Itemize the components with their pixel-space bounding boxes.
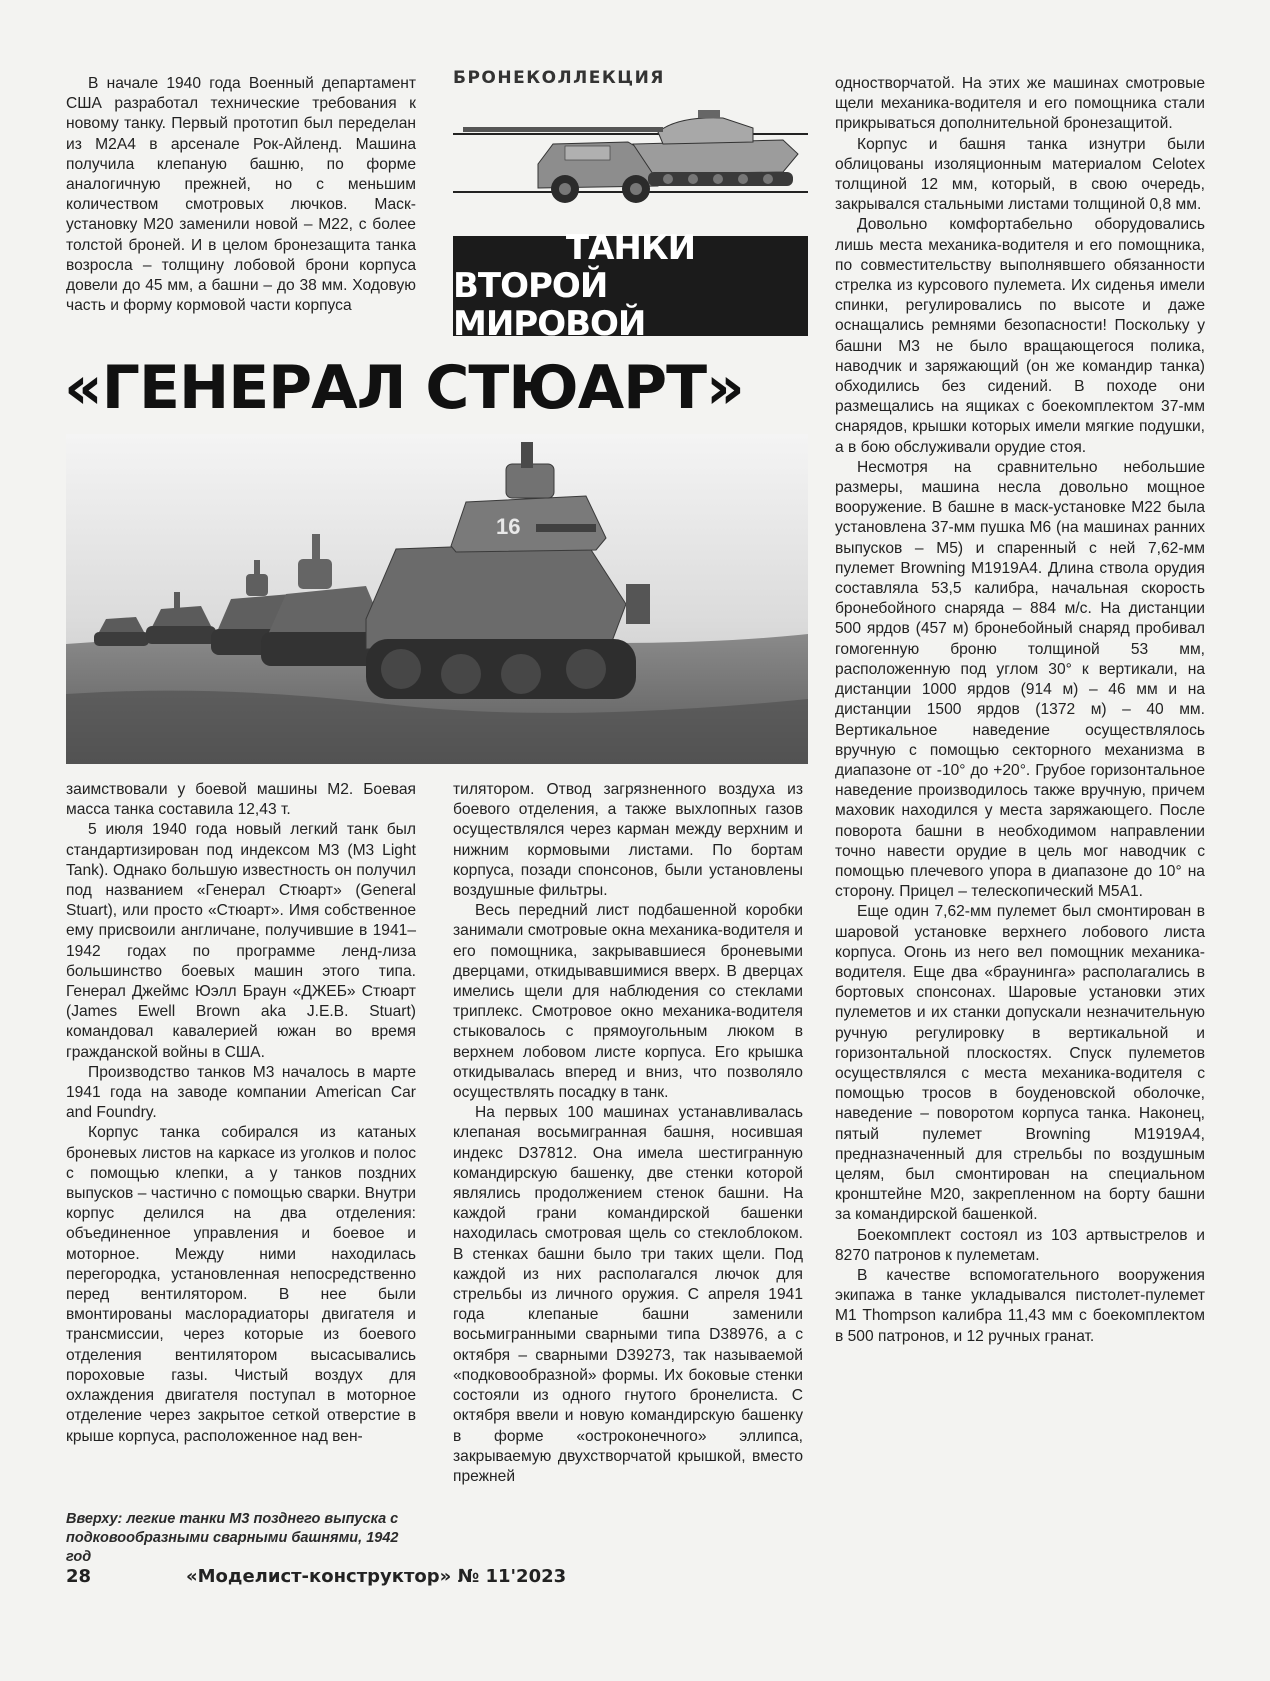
- paragraph: В качестве вспомогательного вооружения экипажа в танке укладывался пистолет-пулемет M1 Thompson калибра 11,43 мм с боекомплектом в 500 патронов, и 12 ручных гранат.: [835, 1266, 1205, 1345]
- series-title-line-1: ТАНКИ: [565, 228, 696, 268]
- series-title-box: [453, 228, 808, 344]
- paragraph: одностворчатой. На этих же машинах смотровые щели механика-водителя и его помощника стали прикрываться дополнительной бронезащитой.: [835, 75, 1205, 133]
- paragraph: Довольно комфортабельно оборудовались лишь места механика-водителя и его помощника, по совместительству выполнявшего обязанности стрелка из курсового пулемета. Их сиденья имели спинки, регулировались по высоте и даже оснащались ремнями безопасности! Поскольку у башни М3 не было вращающегося полика, наводчик и заряжающий (он же командир танка) обходились без сидений. В походе они размещались на ящиках с боекомплектом 37-мм снарядов, крышки которых имели мягкие подушки, а в бою обслуживали орудие стоя.: [835, 216, 1205, 456]
- paragraph: Корпус и башня танка изнутри были облицованы изоляционным материалом Celotex толщиной 12 мм, который, в свою очередь, закрывался стальными листами толщиной 0,8 мм.: [835, 135, 1205, 214]
- series-title-line-2: ВТОРОЙ МИРОВОЙ: [453, 266, 646, 344]
- tanks-column-photo: [66, 434, 808, 764]
- paragraph: Корпус танка собирался из катаных броневых листов на каркасе из уголков и полос с помощью клепки, а у танков поздних выпусков – частично с помощью сварки. Внутри корпус делился на два отделения: объединенное управления и боевое и моторное. Между ними находилась перегородка, установленная непосредственно перед вентилятором. В нее были вмонтированы маслорадиаторы двигателя и трансмиссии, через которые из боевого отделения вентилятором высасывались пороховые газы. Чистый воздух для охлаждения двигателя поступал в моторное отделение через закрытое сеткой отверстие в крыше корпуса, расположенное над вен-: [66, 1124, 416, 1445]
- column-3: [835, 74, 1205, 1347]
- turret-number: 16: [496, 514, 521, 539]
- article-headline: «ГЕНЕРАЛ СТЮАРТ»: [64, 353, 744, 423]
- page-number: 28: [66, 1566, 92, 1587]
- paragraph: Боекомплект состоял из 103 артвыстрелов и 8270 патронов к пулеметам.: [835, 1226, 1205, 1264]
- photo-caption: Вверху: легкие танки М3 позднего выпуска с подковообразными сварными башнями, 1942 год: [66, 1511, 399, 1565]
- paragraph: В начале 1940 года Военный департамент США разработал технические требования к новому танку. Первый прототип был переделан из М2А4 в арсенале Рок-Айленд. Машина получила клепаную башню, по форме аналогичную прежней, но с меньшим количеством смотровых лючков. Маск-установку М20 заменили новой – М22, с более толстой броней. И в целом бронезащита танка возросла – толщину лобовой брони корпуса довели до 45 мм, а башни – до 38 мм. Ходовую часть и форму кормовой части корпуса: [66, 75, 416, 315]
- paragraph: 5 июля 1940 года новый легкий танк был стандартизирован под индексом М3 (М3 Light Tank). Однако большую известность он получил под названием «Генерал Стюарт» (General Stuart), или просто «Стюарт». Имя собственное ему присвоили англичане, получившие в 1941–1942 годах по программе ленд-лиза большинство боевых машин этого типа. Генерал Джеймс Юэлл Браун «ДЖЕБ» Стюарт (James Ewell Brown aka J.E.B. Stuart) командовал кавалерией южан во время гражданской войны в США.: [66, 821, 416, 1061]
- paragraph: Несмотря на сравнительно небольшие размеры, машина несла довольно мощное вооружение. В башне в маск-установке М22 была установлена 37-мм пушка М6 (на машинах ранних выпусков – М5) и спаренный с ней 7,62-мм пулемет Browning М1919А4. Длина ствола орудия составляла 53,5 калибра, начальная скорость бронебойного снаряда – 884 м/с. На дистанции 500 ярдов (457 м) бронебойный снаряд пробивал гомогенную броню толщиной 53 мм, расположенную под углом 30° к вертикали, на дистанции 1000 ярдов (914 м) – 46 мм и на дистанции 1500 ярдов (1372 м) – 40 мм. Вертикальное наведение осуществлялось вручную с помощью секторного механизма в диапазоне от -10° до +20°. Грубое горизонтальное наведение производилось также вручную, причем маховик находился у места заряжающего. После поворота башни в необходимом направлении точно навести орудие в цель мог наводчик с помощью плечевого упора в диапазоне до 10° на сторону. Прицел – телескопический М5А1.: [835, 458, 1205, 901]
- paragraph: заимствовали у боевой машины М2. Боевая масса танка составила 12,43 т.: [66, 781, 416, 819]
- paragraph: На первых 100 машинах устанавливалась клепаная восьмигранная башня, носившая индекс D37812. Она имела шестигранную командирскую башенку, две стенки которой являлись продолжением стенок башни. На каждой грани командирской башенки находилась смотровая щель со стеклоблоком. В стенках башни было три таких щели. Под каждой из них располагался лючок для стрельбы из личного оружия. С апреля 1941 года клепаные башни заменили восьмигранными сварными типа D38976, а с октября – сварными D39273, так называемой «подковообразной» формы. Их боковые стенки состояли из одного гнутого бронелиста. С октября ввели и новую командирскую башенку в форме «остроконечного» эллипса, закрываемую двухстворчатой крышкой, вместо прежней: [453, 1104, 803, 1485]
- paragraph: Еще один 7,62-мм пулемет был смонтирован в шаровой установке верхнего лобового листа корпуса. Огонь из него вел помощник механика-водителя. Еще два «браунинга» располагались в бортовых спонсонах. Шаровые установки этих пулеметов и их станки допускали незначительную ручную регулировку в вертикальной и горизонтальной плоскостях. Спуск пулеметов осуществлялся с места механика-водителя с помощью тросов в боуденовской оболочке, наведение – поворотом корпуса танка. Наконец, пятый пулемет Browning M1919A4, предназначенный для стрельбы по воздушным целям, был смонтирован на специальном кронштейне М20, закрепленном на борту башни за командирской башенкой.: [835, 903, 1205, 1224]
- paragraph: тилятором. Отвод загрязненного воздуха из боевого отделения, а также выхлопных газов осуществлялся через карман между верхним и нижним кормовыми листами. По бортам корпуса, позади спонсонов, были установлены воздушные фильтры.: [453, 781, 803, 900]
- paragraph: Весь передний лист подбашенной коробки занимали смотровые окна механика-водителя и его помощника, закрывавшиеся броневыми дверцами, откидывавшимися вверх. В дверцах имелись щели для наблюдения со стеклами триплекс. Смотровое окно механика-водителя стыковалось с прямоугольным люком в верхнем лобовом листе корпуса. Его крышка откидывалась вперед и вниз, что позволяло осуществлять посадку в танк.: [453, 902, 803, 1102]
- page-footer: [66, 1566, 766, 1587]
- paragraph: Производство танков М3 началось в марте 1941 года на заводе компании American Car and Foundry.: [66, 1063, 416, 1122]
- column-2: [453, 780, 803, 1487]
- column-1-bottom: [66, 780, 416, 1447]
- series-emblem-tanks-illustration: [453, 94, 808, 214]
- magazine-issue: «Моделист-конструктор» № 11'2023: [186, 1566, 567, 1587]
- section-rubric: БРОНЕКОЛЛЕКЦИЯ: [453, 68, 665, 88]
- column-1-top: [66, 74, 416, 316]
